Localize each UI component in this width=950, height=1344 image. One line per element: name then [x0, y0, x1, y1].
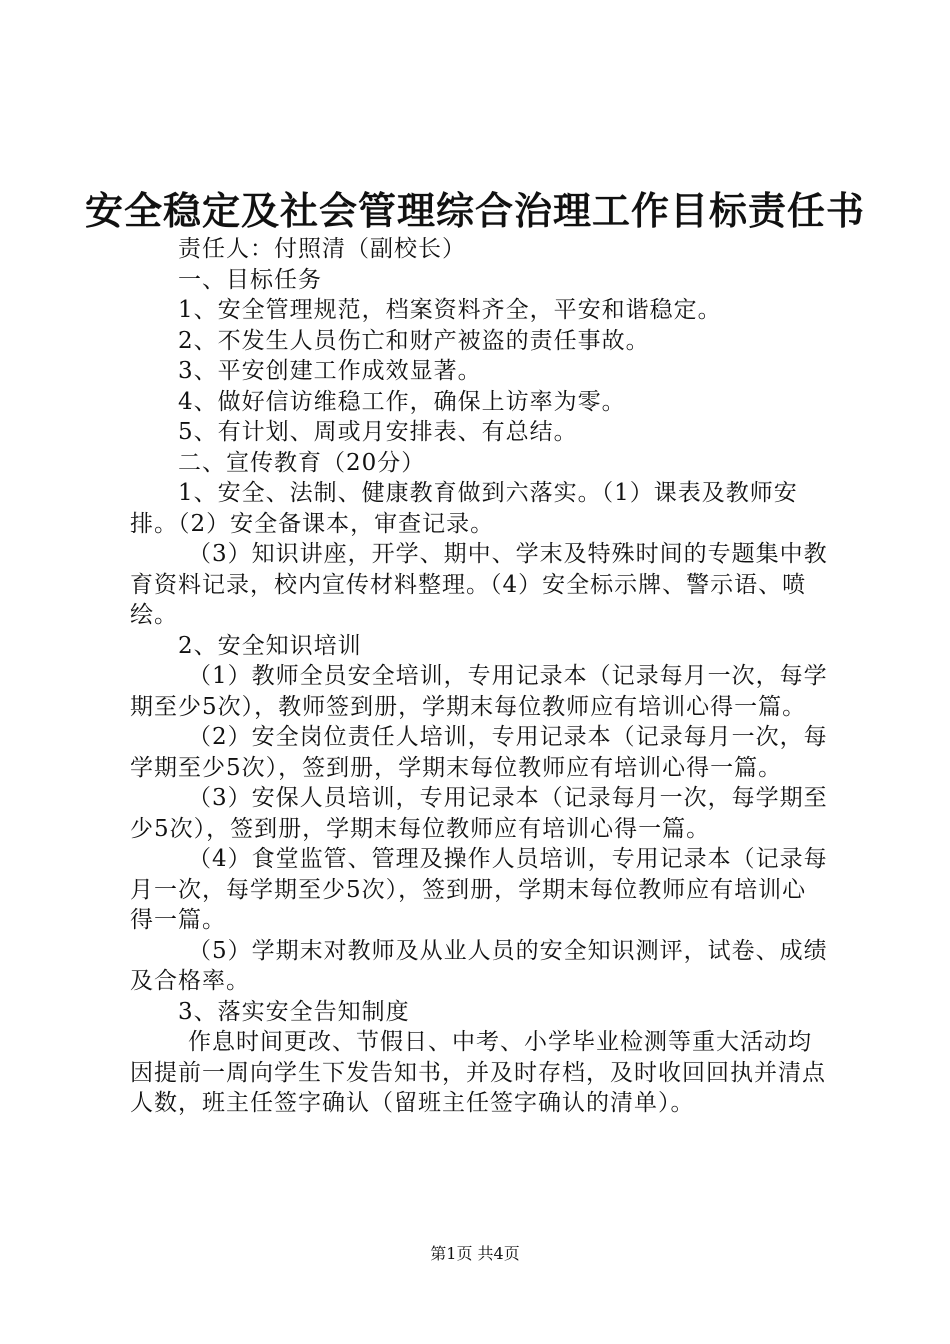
- goal-item-3: 3、平安创建工作成效显著。: [178, 358, 482, 384]
- goal-item-5: 5、有计划、周或月安排表、有总结。: [178, 419, 578, 445]
- notification-paragraph: 作息时间更改、节假日、中考、小学毕业检测等重大活动均因提前一周向学生下发告知书，并及时存档，及时收回回执并清点人数，班主任签字确认（留班主任签字确认的清单）。: [130, 1029, 826, 1116]
- subsection-heading-training: 2、安全知识培训: [178, 632, 362, 659]
- responsible-person: 责任人：付照清（副校长）: [178, 236, 466, 262]
- page-title: 安全稳定及社会管理综合治理工作目标责任书: [84, 188, 865, 233]
- goal-item-2: 2、不发生人员伤亡和财产被盗的责任事故。: [178, 327, 650, 354]
- education-item-1-continued: （3）知识讲座，开学、期中、学末及特殊时间的专题集中教育资料记录，校内宣传材料整理。（4）安全标示牌、警示语、喷绘。: [130, 541, 828, 628]
- document-body: [130, 234, 830, 1119]
- page-footer: 第1页 共4页: [430, 1244, 520, 1263]
- goal-item-4: 4、做好信访维稳工作，确保上访率为零。: [178, 388, 626, 415]
- section-heading-goals: 一、目标任务: [178, 266, 322, 293]
- training-item-2: （2）安全岗位责任人培训，专用记录本（记录每月一次，每学期至少5次），签到册，学期末每位教师应有培训心得一篇。: [130, 724, 828, 781]
- training-item-4: （4）食堂监管、管理及操作人员培训，专用记录本（记录每月一次，每学期至少5次），签到册，学期末每位教师应有培训心得一篇。: [130, 846, 828, 933]
- training-item-1: （1）教师全员安全培训，专用记录本（记录每月一次，每学期至少5次），教师签到册，学期末每位教师应有培训心得一篇。: [130, 663, 828, 720]
- training-item-5: （5）学期末对教师及从业人员的安全知识测评，试卷、成绩及合格率。: [130, 937, 828, 994]
- training-item-3: （3）安保人员培训，专用记录本（记录每月一次，每学期至少5次），签到册，学期末每位教师应有培训心得一篇。: [130, 785, 828, 842]
- section-heading-education: 二、宣传教育（20分）: [178, 449, 426, 476]
- education-item-1: 1、安全、法制、健康教育做到六落实。（1）课表及教师安排。（2）安全备课本，审查记录。: [130, 480, 798, 537]
- goal-item-1: 1、安全管理规范，档案资料齐全，平安和谐稳定。: [178, 297, 722, 323]
- subsection-heading-notification: 3、落实安全告知制度: [178, 998, 410, 1025]
